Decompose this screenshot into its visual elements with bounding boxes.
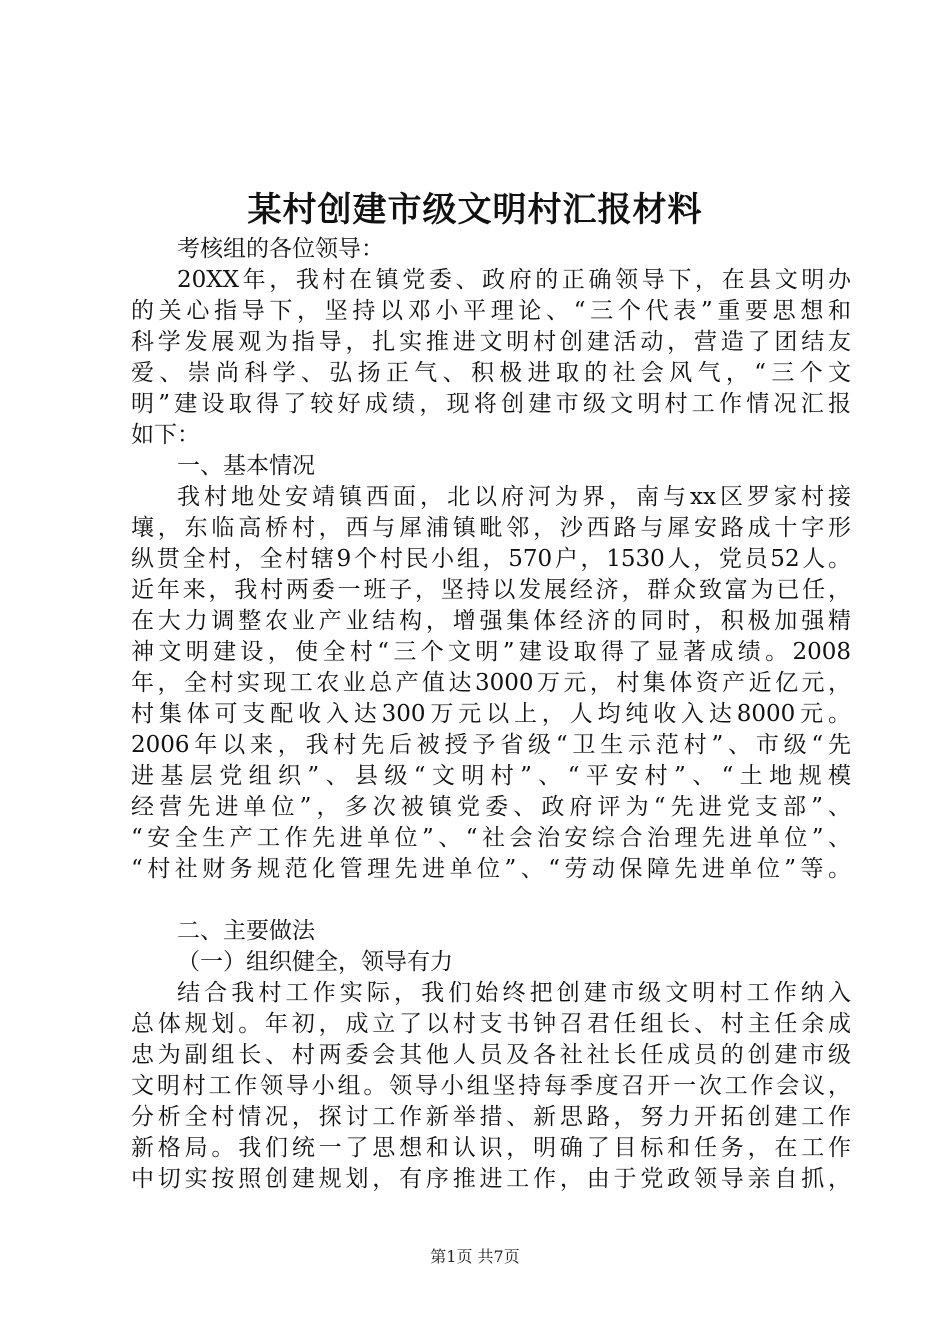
document-body [131, 234, 851, 1195]
paragraph-line: 进基层党组织”、县级“文明村”、“平安村”、“土地规模 [131, 763, 851, 789]
paragraph-line: 文明村工作领导小组。领导小组坚持每季度召开一次工作会议， [131, 1073, 851, 1099]
page-number-footer: 第1页 共7页 [430, 1247, 520, 1266]
paragraph-line: 总体规划。年初，成立了以村支书钟召君任组长、村主任余成 [131, 1011, 851, 1037]
section-heading: 二、主要做法 [177, 918, 315, 944]
paragraph-line: 我村地处安靖镇西面，北以府河为界，南与xx区罗家村接 [177, 484, 851, 510]
paragraph-line: 神文明建设，使全村“三个文明”建设取得了显著成绩。2008 [131, 639, 851, 665]
paragraph-line: 忠为副组长、村两委会其他人员及各社社长任成员的创建市级 [131, 1042, 851, 1068]
paragraph-line: 经营先进单位”，多次被镇党委、政府评为“先进党支部”、 [131, 794, 851, 820]
paragraph-line: 纵贯全村，全村辖9个村民小组，570户，1530人，党员52人。 [131, 546, 851, 572]
paragraph-line: 结合我村工作实际，我们始终把创建市级文明村工作纳入 [177, 980, 851, 1006]
paragraph-line: 近年来，我村两委一班子，坚持以发展经济，群众致富为已任， [131, 577, 851, 603]
document-title: 某村创建市级文明村汇报材料 [247, 190, 703, 230]
paragraph-line: 20XX年，我村在镇党委、政府的正确领导下，在县文明办 [177, 267, 851, 293]
paragraph-line: 2006年以来，我村先后被授予省级“卫生示范村”、市级“先 [131, 732, 851, 758]
paragraph-line: 如下： [131, 422, 200, 448]
section-heading: 一、基本情况 [177, 453, 315, 479]
paragraph-line: 分析全村情况，探讨工作新举措、新思路，努力开拓创建工作 [131, 1104, 851, 1130]
paragraph-line: 科学发展观为指导，扎实推进文明村创建活动，营造了团结友 [131, 329, 851, 355]
paragraph-line: “安全生产工作先进单位”、“社会治安综合治理先进单位”、 [131, 825, 851, 851]
paragraph-line: 中切实按照创建规划，有序推进工作，由于党政领导亲自抓， [131, 1166, 851, 1192]
salutation-line: 考核组的各位领导： [177, 236, 384, 262]
paragraph-line: 的关心指导下，坚持以邓小平理论、“三个代表”重要思想和 [131, 298, 851, 324]
paragraph-line: 壤，东临高桥村，西与犀浦镇毗邻，沙西路与犀安路成十字形 [131, 515, 851, 541]
subsection-heading: （一）组织健全，领导有力 [177, 949, 453, 975]
paragraph-line: 明”建设取得了较好成绩，现将创建市级文明村工作情况汇报 [131, 391, 851, 417]
paragraph-line: 爱、崇尚科学、弘扬正气、积极进取的社会风气，“三个文 [131, 360, 851, 386]
paragraph-line: 在大力调整农业产业结构，增强集体经济的同时，积极加强精 [131, 608, 851, 634]
paragraph-line: “村社财务规范化管理先进单位”、“劳动保障先进单位”等。 [131, 856, 851, 882]
paragraph-line: 新格局。我们统一了思想和认识，明确了目标和任务，在工作 [131, 1135, 851, 1161]
blank-line [131, 885, 851, 916]
paragraph-line: 村集体可支配收入达300万元以上，人均纯收入达8000元。 [131, 701, 851, 727]
paragraph-line: 年，全村实现工农业总产值达3000万元，村集体资产近亿元， [131, 670, 851, 696]
